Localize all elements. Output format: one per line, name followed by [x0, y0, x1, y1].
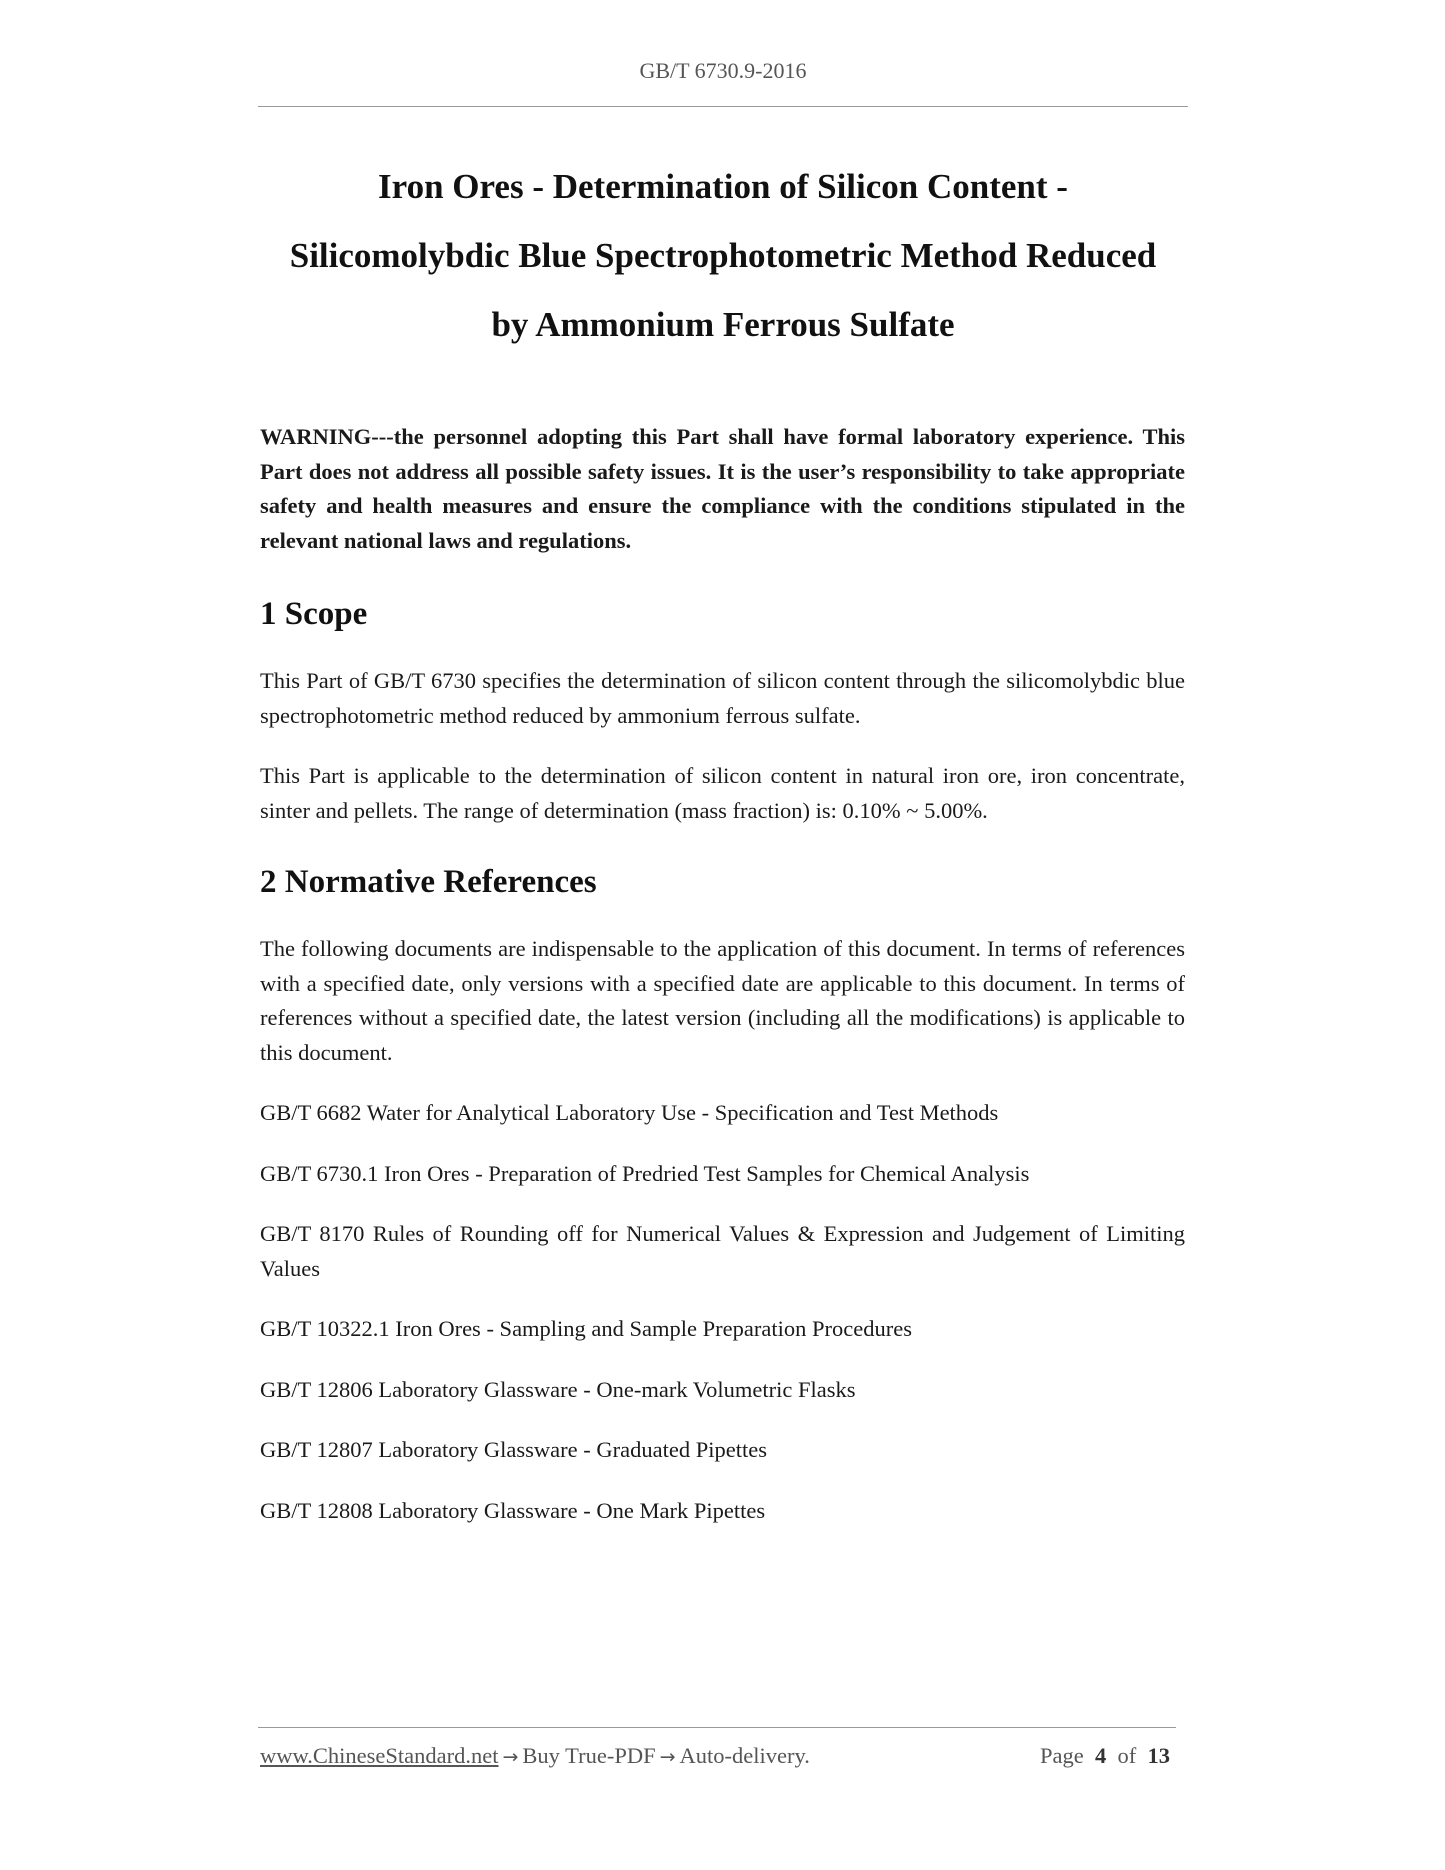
- page-counter: [1040, 1743, 1170, 1769]
- auto-delivery-text: Auto-delivery.: [679, 1743, 810, 1768]
- arrow-right-icon: →: [659, 1746, 676, 1768]
- of-label: of: [1117, 1743, 1137, 1768]
- reference-item: GB/T 12807 Laboratory Glassware - Graduated Pipettes: [260, 1437, 767, 1462]
- section-heading-scope: 1 Scope: [260, 596, 368, 632]
- title-line-2: Silicomolybdic Blue Spectrophotometric Method Reduced: [289, 236, 1157, 275]
- reference-item: GB/T 12808 Laboratory Glassware - One Mark Pipettes: [260, 1497, 766, 1523]
- section-heading-normative-references: 2 Normative References: [260, 864, 597, 900]
- footer-divider: [258, 1727, 1176, 1728]
- reference-item: GB/T 6730.1 Iron Ores - Preparation of Predried Test Samples for Chemical Analysis: [260, 1160, 1030, 1186]
- reference-item: GB/T 8170 Rules of Rounding off for Numerical Values & Expression and Judgement of Limiting Values: [260, 1221, 1185, 1281]
- scope-paragraph: This Part is applicable to the determination of silicon content in natural iron ore, iron concentrate, sinter and pellets. The range of determination (mass fraction) is: 0.10% ~ 5.00%.: [260, 763, 1185, 823]
- page-label: Page: [1040, 1743, 1084, 1768]
- arrow-right-icon: →: [502, 1746, 519, 1768]
- document-title: [258, 152, 1188, 359]
- scope-paragraph: This Part of GB/T 6730 specifies the determination of silicon content through the silicomolybdic blue spectrophotometric method reduced by ammonium ferrous sulfate.: [260, 668, 1185, 728]
- references-intro-paragraph: The following documents are indispensable to the application of this document. In terms of references with a specified date, only versions with a specified date are applicable to this document. In terms of references without a specified date, the latest version (including all the modifications) is applicable to this document.: [260, 936, 1185, 1065]
- footer-promo: [260, 1743, 810, 1769]
- buy-true-pdf-text: Buy True-PDF: [522, 1743, 656, 1768]
- header-divider: [258, 106, 1188, 107]
- document-body: [260, 420, 1185, 1554]
- current-page-number: 4: [1095, 1743, 1107, 1768]
- total-pages-number: 13: [1147, 1743, 1170, 1768]
- warning-notice: WARNING---the personnel adopting this Part shall have formal laboratory experience. This Part does not address all possible safety issues. It is the user’s responsibility to take appropriate safety and health measures and ensure the compliance with the conditions stipulated in the relevant national laws and regulations.: [260, 424, 1185, 553]
- reference-item: GB/T 10322.1 Iron Ores - Sampling and Sample Preparation Procedures: [260, 1316, 912, 1341]
- reference-item: GB/T 6682 Water for Analytical Laboratory Use - Specification and Test Methods: [260, 1100, 999, 1125]
- reference-item: GB/T 12806 Laboratory Glassware - One-mark Volumetric Flasks: [260, 1376, 856, 1402]
- site-link[interactable]: www.ChineseStandard.net: [260, 1743, 499, 1768]
- title-line-3: by Ammonium Ferrous Sulfate: [491, 305, 955, 344]
- page-header: GB/T 6730.9-2016: [639, 58, 807, 83]
- title-line-1: Iron Ores - Determination of Silicon Content -: [378, 167, 1068, 206]
